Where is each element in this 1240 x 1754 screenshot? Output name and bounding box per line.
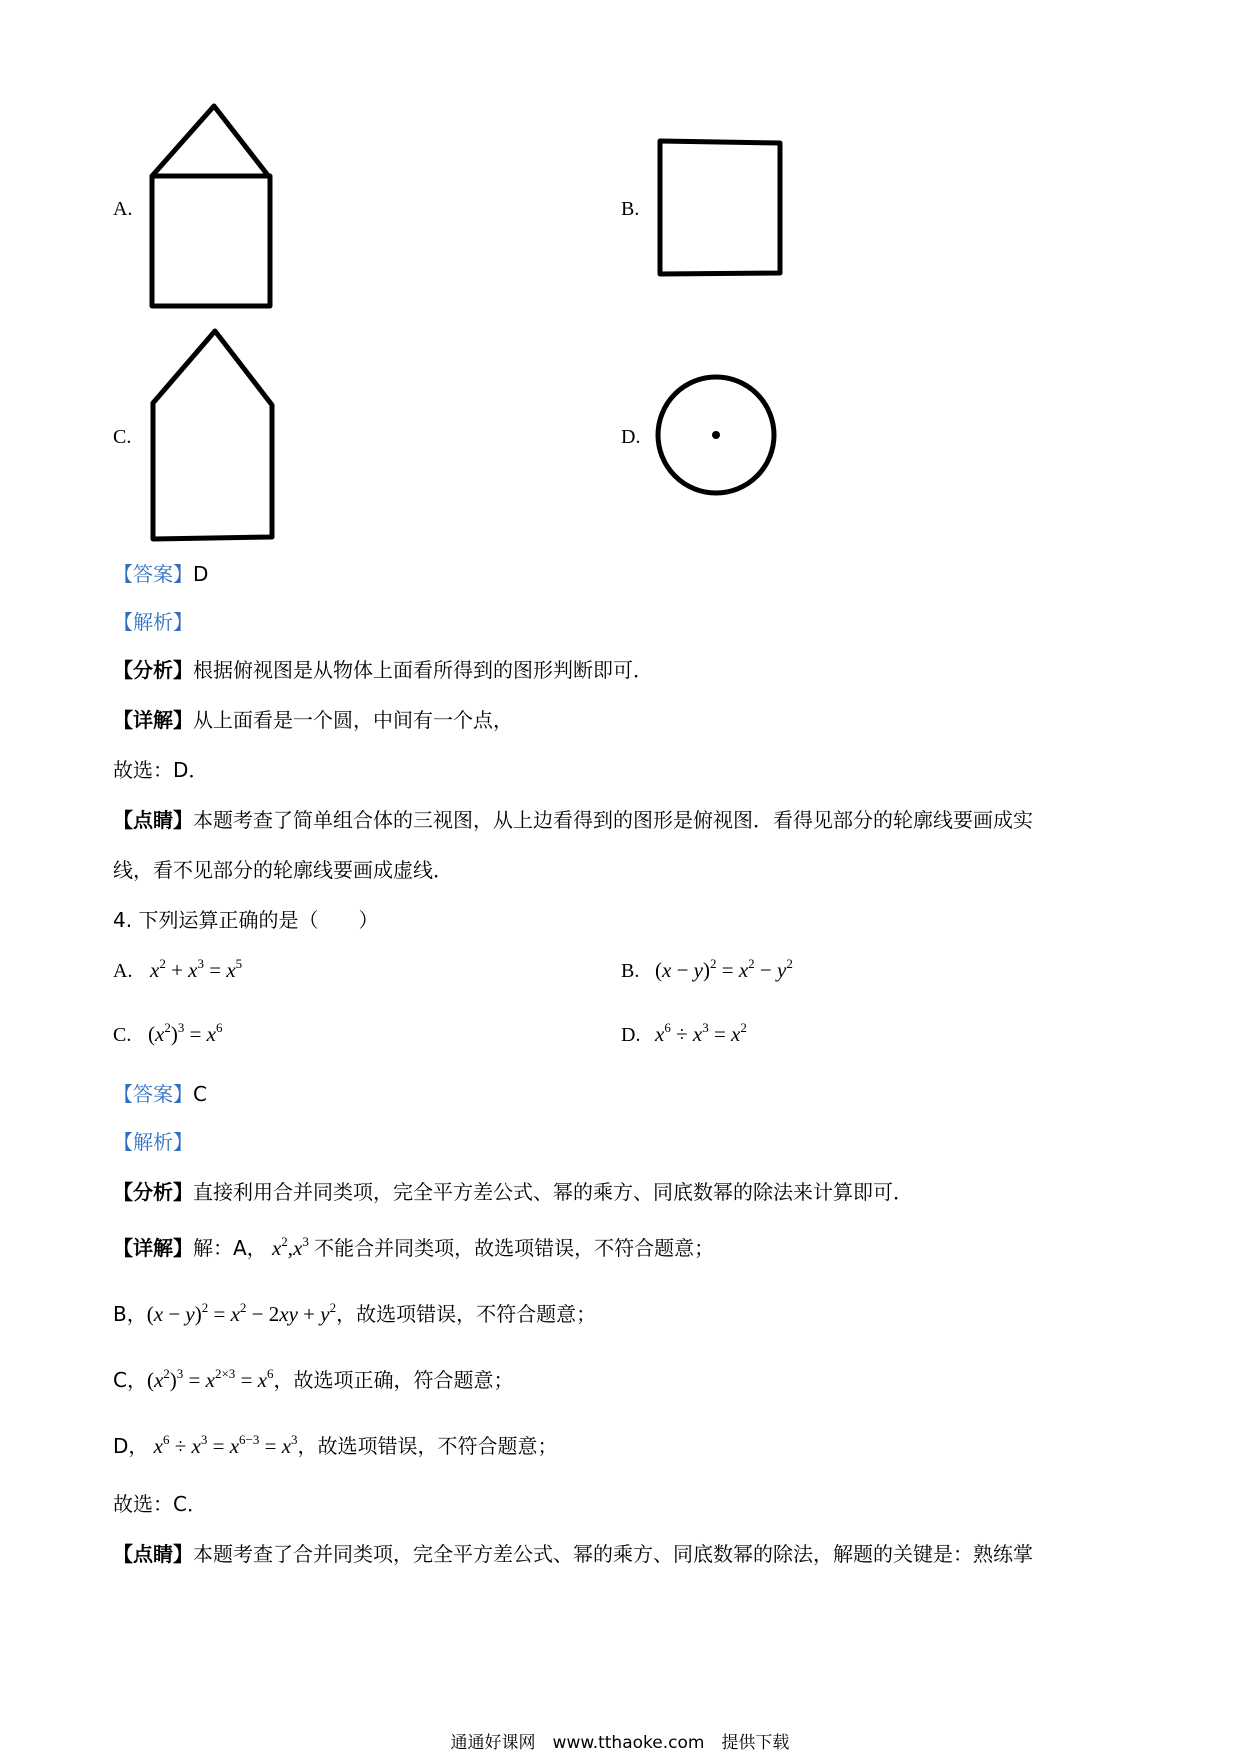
q4-b-line: B，$(x - y)^2 = x^2 - 2xy + y^2$，故选项错误，不符合题意； — [113, 1300, 597, 1326]
option-a-label: A. — [113, 198, 133, 220]
q4-c-expression: $(x^2)^3 = x^{2\times 3} = x^6$ — [146, 1366, 274, 1392]
q4-option-b-formula: $(x - y)^2 = x^2 - y^2$ — [655, 956, 793, 982]
q3-choose-line: 故选：D． — [113, 758, 209, 782]
option-b-label: B. — [621, 198, 640, 220]
house-square — [152, 176, 270, 306]
q4-c-line: C，$(x^2)^3 = x^{2\times 3} = x^6$，故选项正确，符合题意； — [113, 1366, 514, 1392]
option-b-figure — [650, 135, 790, 280]
option-c-label: C. — [113, 426, 132, 448]
q4-option-c-label: C. — [113, 1024, 132, 1046]
q4-choose-line: 故选：C． — [113, 1492, 207, 1516]
page-footer: 通通好课网 www.tthaoke.com 提供下载 — [450, 1733, 790, 1753]
q4-fenxi-line: 【分析】直接利用合并同类项，完全平方差公式、幂的乘方、同底数幂的除法来计算即可． — [113, 1180, 913, 1204]
q4-question: 4. 下列运算正确的是（ ） — [113, 908, 379, 932]
q4-option-a-formula: $x^2 + x^3 = x^5$ — [150, 956, 243, 982]
q4-option-c-formula: $(x^2)^3 = x^6$ — [148, 1020, 223, 1046]
option-c-figure — [140, 325, 280, 550]
q4-option-d-formula: $x^6 \div x^3 = x^2$ — [655, 1020, 747, 1046]
option-d-figure — [650, 370, 780, 500]
q3-dianjing-line1: 【点睛】本题考查了简单组合体的三视图，从上边看得到的图形是俯视图．看得见部分的轮廓线要画成实 — [113, 808, 1033, 832]
q4-d-line: D， $x^6 \div x^3 = x^{6-3} = x^3$，故选项错误，不符合题意； — [113, 1432, 558, 1458]
q4-a-expression: $x^2,x^3$ — [271, 1234, 309, 1260]
q3-analysis-tag: 【解析】 — [113, 610, 193, 634]
option-a-figure — [140, 100, 280, 315]
q4-option-d-label: D. — [621, 1024, 641, 1046]
q4-b-expression: $(x - y)^2 = x^2 - 2xy + y^2$ — [146, 1300, 337, 1326]
q3-answer-line: 【答案】D — [113, 562, 209, 586]
option-d-label: D. — [621, 426, 641, 448]
q4-d-expression: $x^6 \div x^3 = x^{6-3} = x^3$ — [153, 1432, 298, 1458]
q4-xiangjie-line: 【详解】解：A， $x^2,x^3$ 不能合并同类项，故选项错误，不符合题意； — [113, 1234, 715, 1260]
q4-analysis-tag: 【解析】 — [113, 1130, 193, 1154]
q3-dianjing-line2: 线，看不见部分的轮廓线要画成虚线． — [113, 858, 453, 882]
square-shape — [660, 141, 780, 274]
q3-fenxi-line: 【分析】根据俯视图是从物体上面看所得到的图形判断即可． — [113, 658, 653, 682]
q4-answer-line: 【答案】C — [113, 1082, 207, 1106]
roof-triangle — [152, 106, 270, 178]
center-dot — [712, 431, 720, 439]
q4-dianjing-line: 【点睛】本题考查了合并同类项，完全平方差公式、幂的乘方、同底数幂的除法，解题的关键是：熟练掌 — [113, 1542, 1033, 1566]
pentagon-shape — [153, 331, 272, 539]
q3-xiangjie-line: 【详解】从上面看是一个圆，中间有一个点， — [113, 708, 513, 732]
q4-option-a-label: A. — [113, 960, 133, 982]
q4-option-b-label: B. — [621, 960, 640, 982]
